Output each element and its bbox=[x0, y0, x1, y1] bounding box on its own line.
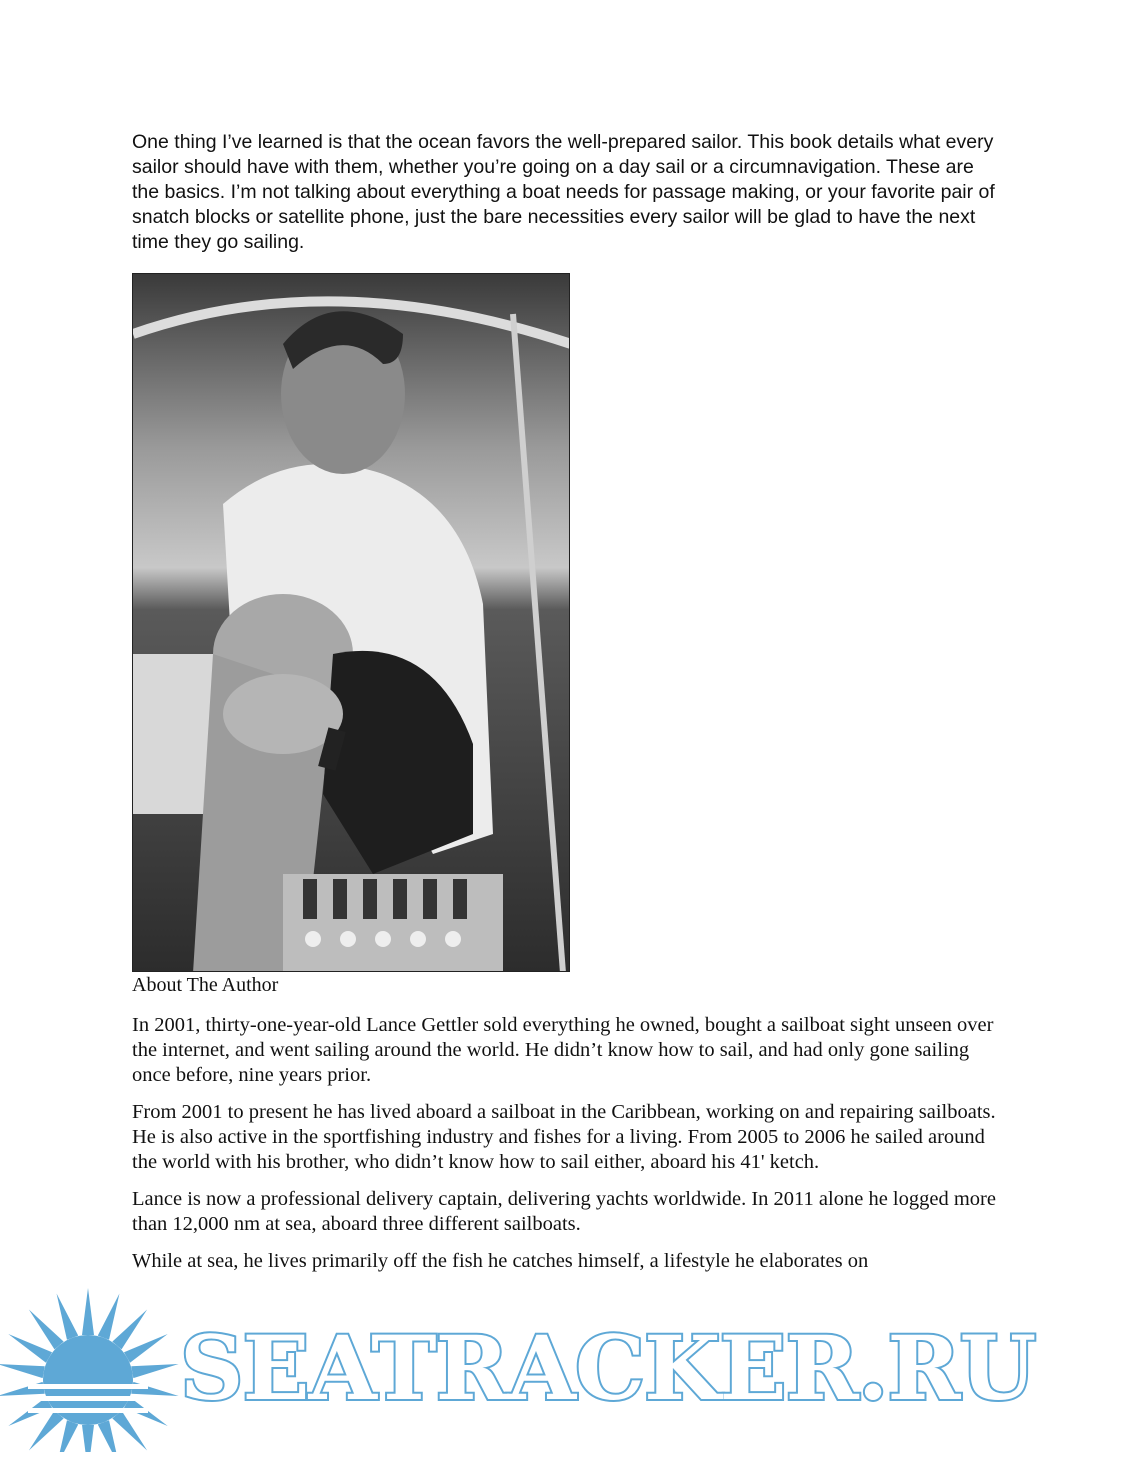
bio-paragraph: Lance is now a professional delivery captain, delivering yachts worldwide. In 2011 alone he logged more than 12,000 nm at sea, aboard three different sailboats. bbox=[132, 1188, 996, 1235]
bio-paragraph: In 2001, thirty-one-year-old Lance Gettler sold everything he owned, bought a sailboat sight unseen over the internet, and went sailing around the world. He didn’t know how to sail, and had only gone sailing once before, nine years prior. bbox=[132, 1014, 994, 1086]
bio-paragraph: While at sea, he lives primarily off the fish he catches himself, a lifestyle he elaborates on bbox=[132, 1250, 869, 1272]
intro-paragraph: One thing I’ve learned is that the ocean favors the well-prepared sailor. This book details what every sailor should have with them, whether you’re going on a day sail or a circumnavigation. These are the basics. I’m not talking about everything a boat needs for passage making, or your favorite pair of snatch blocks or satellite phone, just the bare necessities every sailor will be glad to have the next time they go sailing. bbox=[132, 131, 995, 253]
author-photo bbox=[132, 273, 570, 972]
watermark-text: SEATRACKER.RU bbox=[180, 1316, 1036, 1420]
bio-paragraph: From 2001 to present he has lived aboard a sailboat in the Caribbean, working on and repairing sailboats. He is also active in the sportfishing industry and fishes for a living. From 2005 to 2006 he sailed around the world with his brother, who didn’t know how to sail either, aboard his 41' ketch. bbox=[132, 1101, 996, 1173]
author-bio bbox=[132, 1013, 1002, 1286]
photo-caption: About The Author bbox=[132, 974, 279, 996]
